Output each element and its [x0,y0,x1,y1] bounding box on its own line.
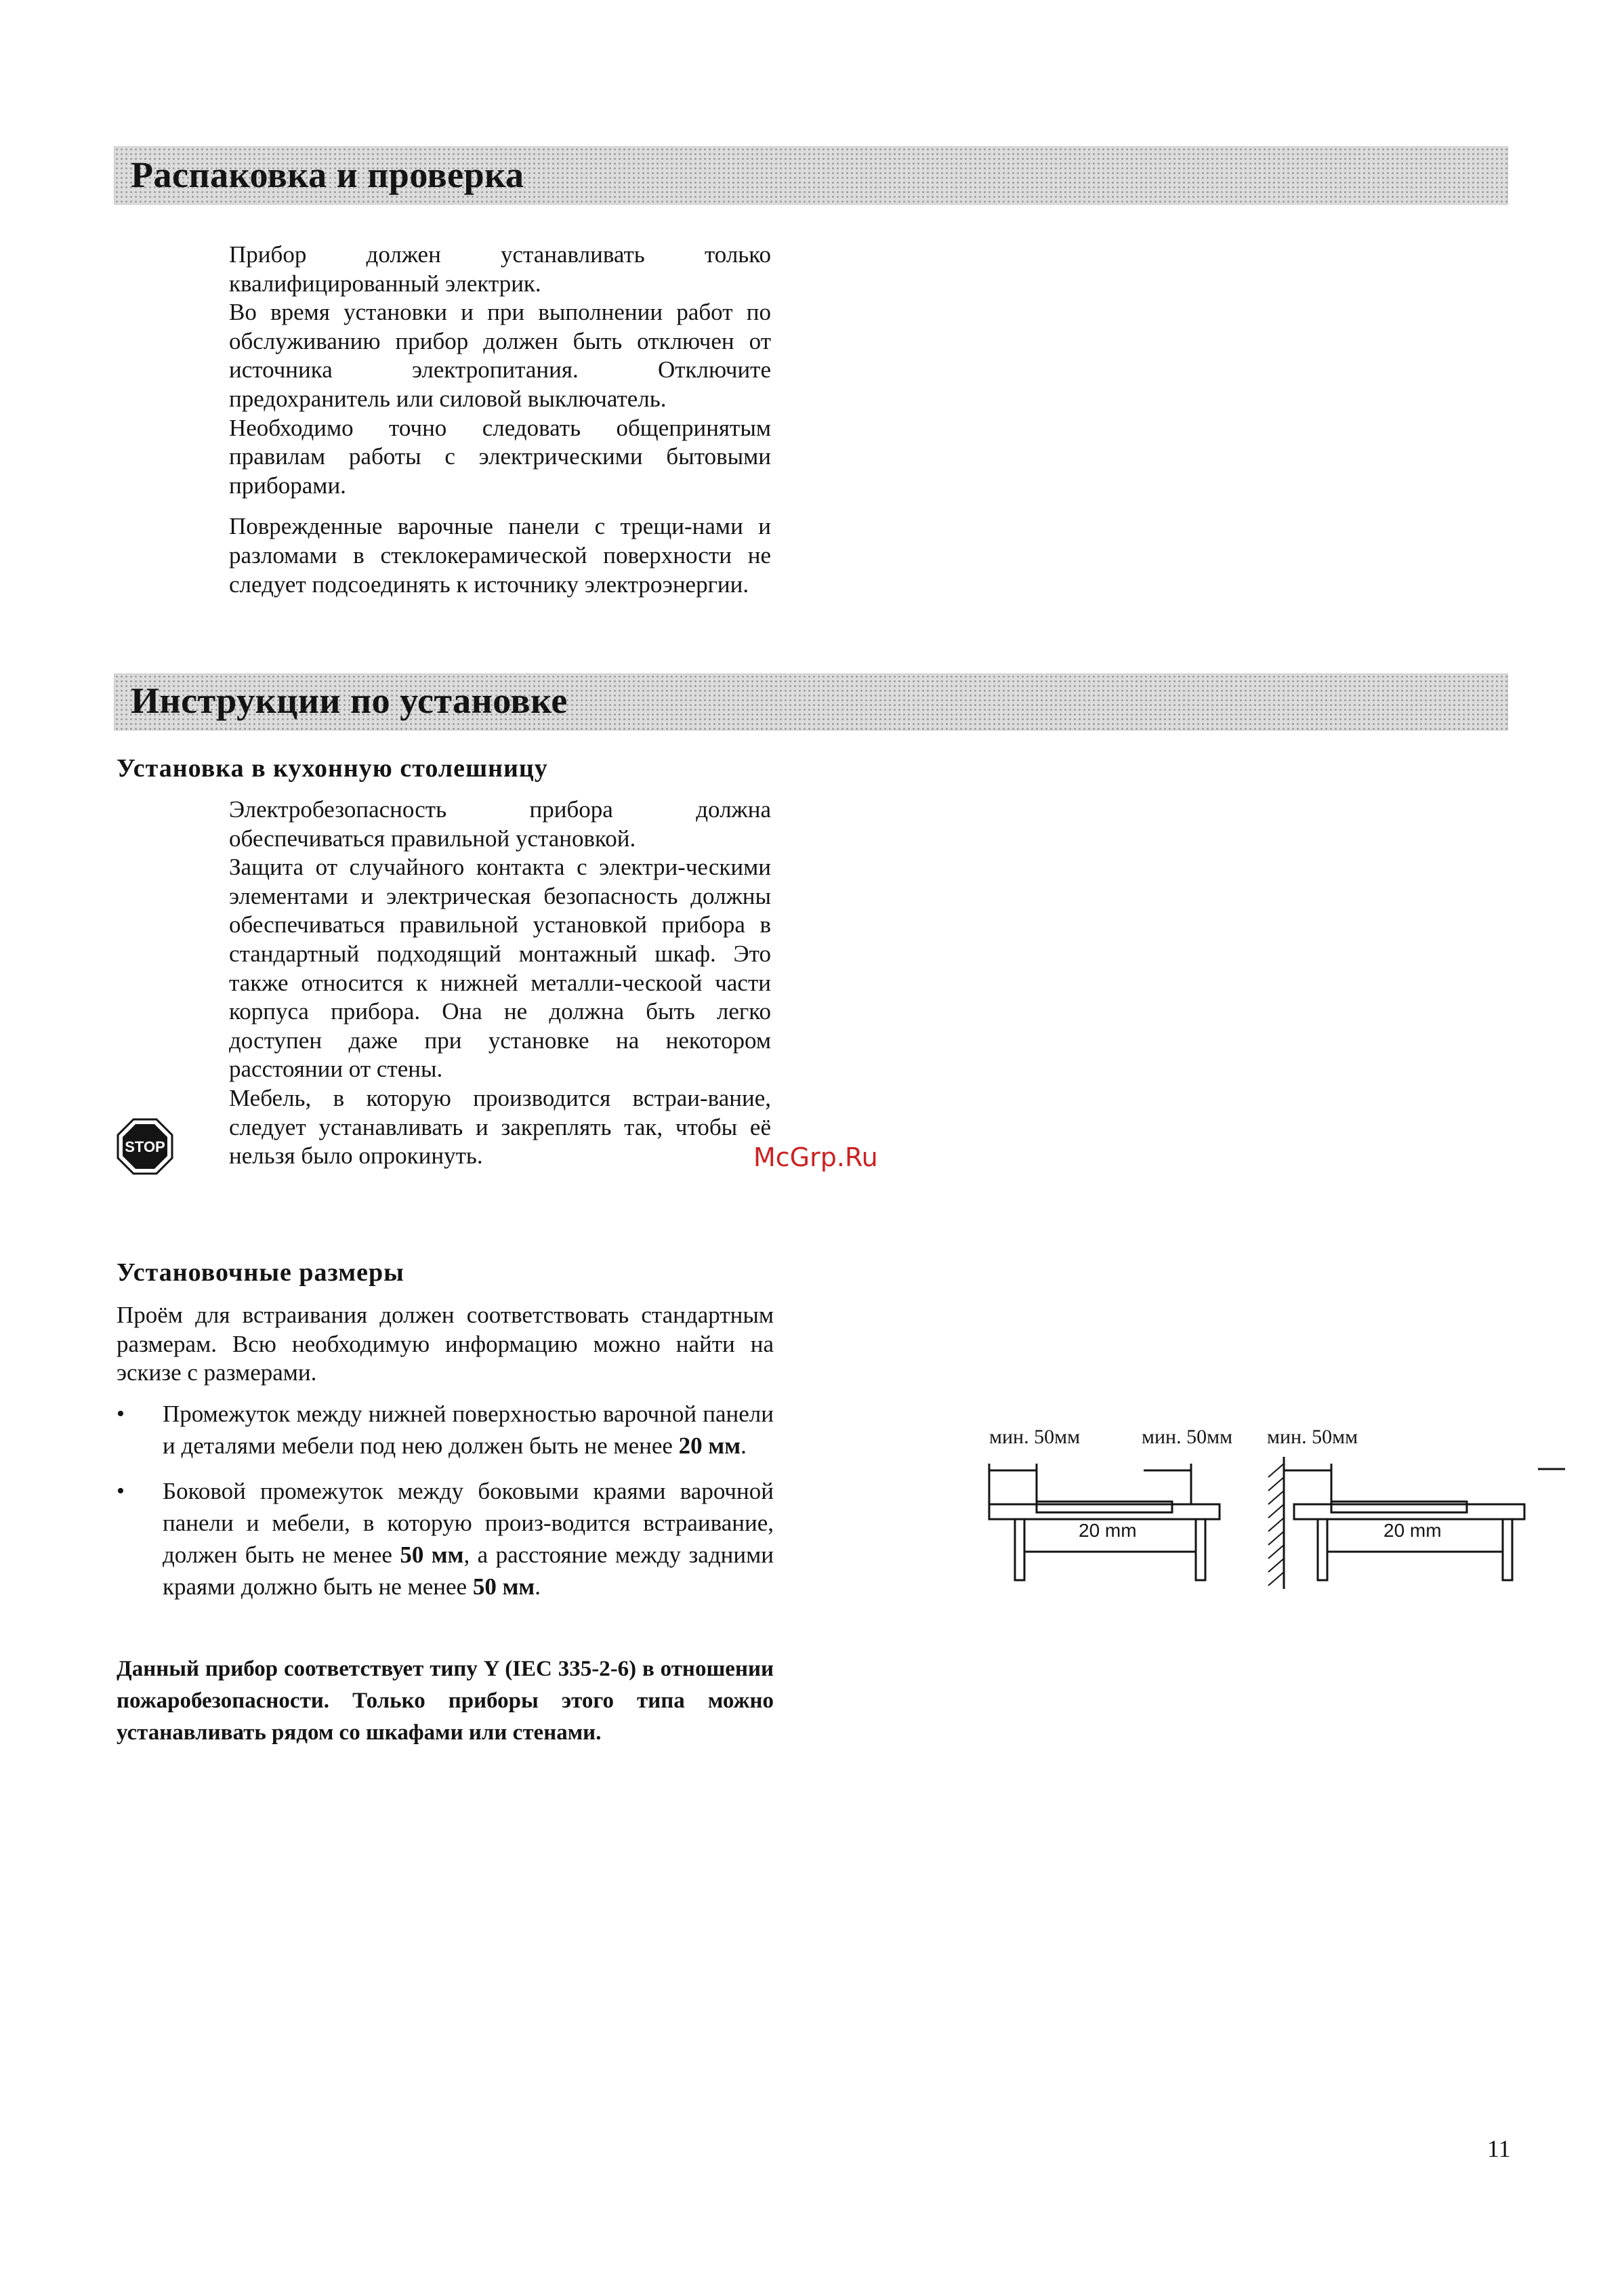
stop-icon [117,1118,173,1175]
paragraph: Прибор должен устанавливать только квалифицированный электрик. [229,241,771,297]
wall-hatching [1268,1464,1284,1586]
list-item-tail: . [535,1573,541,1600]
list-item-text: Промежуток между нижней поверхностью варочной панели и деталями мебели под нею должен быть не менее [163,1401,774,1459]
bullet-icon: • [117,1401,125,1426]
dimensions-intro: Проём для встраивания должен соответствовать стандартным размерам. Всю необходимую информацию можно найти на эскизе с размерами. [117,1302,774,1386]
diagram-label-min-50-1: мин. 50мм [989,1426,1081,1448]
hob-panel [1037,1502,1172,1512]
installation-diagram [976,1416,1572,1606]
diagram-label-min-50-2: мин. 50мм [1142,1426,1233,1448]
paragraph: Электробезопасность прибора должна обеспечиваться правильной установкой. [229,796,771,852]
section-header-unpacking [114,146,1508,205]
list-item [117,1398,774,1462]
bullet-icon: • [117,1479,125,1504]
hob-panel [1331,1502,1467,1512]
list-item-value: 50 мм [472,1573,535,1600]
section-title-installation: Инструкции по установке [131,680,568,721]
list-item-text: Боковой промежуток между боковыми краями варочной панели и мебели, в которую произ-водится встраивание, должен быть не менее [163,1478,774,1568]
subheading-countertop: Установка в кухонную столешницу [117,754,548,783]
list-item-text: , а расстояние между задними краями должно быть не менее [163,1542,774,1600]
list-item-value: 20 мм [678,1432,741,1459]
list-item [117,1475,774,1603]
paragraph: Поврежденные варочные панели с трещи-нами и разломами в стеклокерамической поверхности не следует подсоединять к источнику электроэнергии. [229,513,771,598]
paragraph: Защита от случайного контакта с электри-ческими элементами и электрическая безопасность должны обеспечиваться правильной установкой прибора в стандартный подходящий монтажный шкаф. Это также относится к нижней металли-ческоой части корпуса прибора. Она не должна быть легко доступен даже при установке на некотором расстоянии от стены. [229,854,771,1083]
watermark: McGrp.Ru [753,1142,878,1172]
subheading-dimensions: Установочные размеры [117,1258,404,1287]
unpacking-text [229,241,771,599]
cabinet-leg [1196,1519,1205,1580]
page-number: 11 [1487,2135,1511,2162]
list-item-value: 50 мм [400,1542,464,1568]
section-title-unpacking: Распаковка и проверка [131,154,524,195]
countertop-text [229,796,771,1171]
section-header-installation [114,674,1508,730]
stop-label: STOP [125,1138,165,1155]
paragraph: Мебель, в которую производится встраи-вание, следует устанавливать и закреплять так, чтобы её нельзя было опрокинуть. [229,1084,771,1170]
cabinet-leg [1318,1519,1327,1580]
cabinet-leg [1503,1519,1512,1580]
gap-label-20mm: 20 mm [1383,1520,1442,1541]
list-item-tail: . [741,1432,747,1459]
gap-label-20mm: 20 mm [1079,1520,1137,1541]
fire-safety-note: Данный прибор соответствует типу Y (IEC 335-2-6) в отношении пожаробезопасности. Только приборы этого типа можно устанавливать рядом со шкафами или стенами. [117,1657,774,1745]
requirements-list [117,1398,774,1603]
diagram-label-min-50-3: мин. 50мм [1267,1426,1358,1448]
paragraph: Необходимо точно следовать общепринятым правилам работы с электрическими бытовыми приборами. [229,414,771,499]
cabinet-leg [1015,1519,1024,1580]
paragraph: Во время установки и при выполнении работ по обслуживанию прибор должен быть отключен от источника электропитания. Отключите предохранитель или силовой выключатель. [229,299,771,412]
